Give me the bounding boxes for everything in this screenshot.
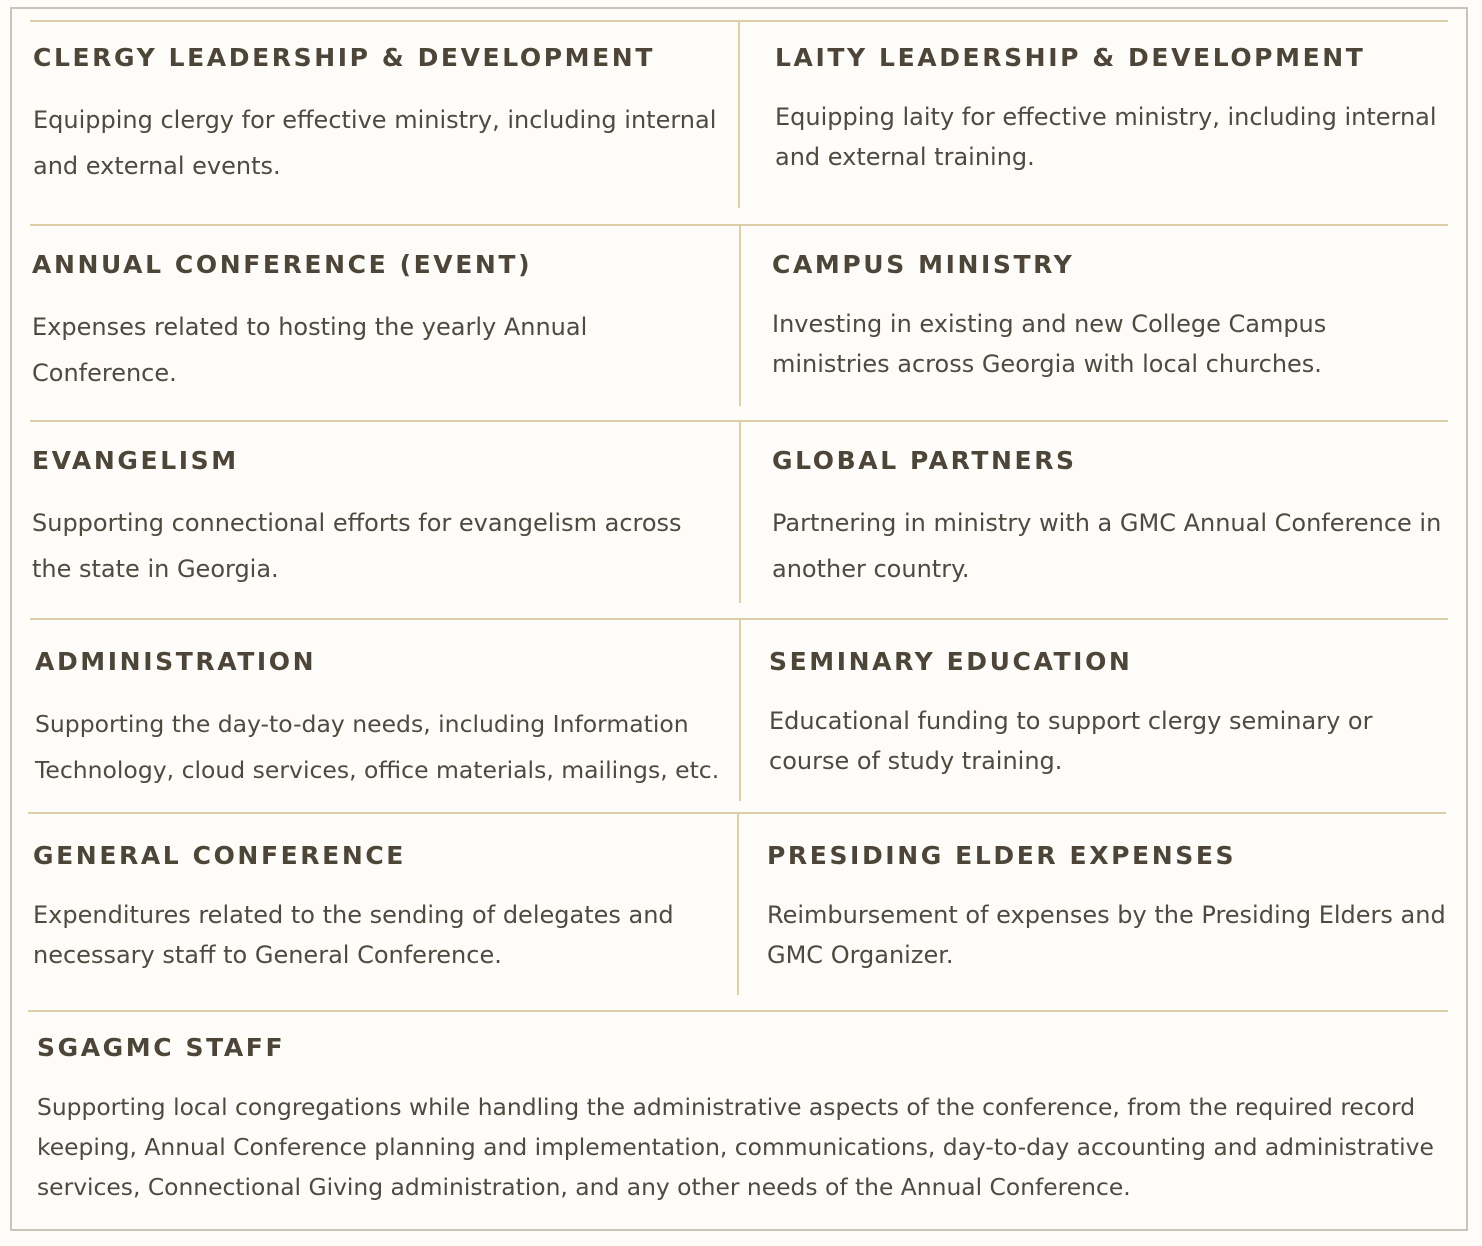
column-divider: [738, 22, 740, 208]
category-clergy-leadership: [33, 43, 733, 189]
category-sgagmc-staff: [37, 1033, 1447, 1207]
category-description: Investing in existing and new College Campus ministries across Georgia with local churches.: [772, 310, 1327, 378]
category-title: CLERGY LEADERSHIP & DEVELOPMENT: [33, 43, 655, 72]
category-evangelism: [32, 446, 722, 592]
category-description: Expenditures related to the sending of delegates and necessary staff to General Conference.: [33, 901, 674, 969]
column-divider: [739, 226, 741, 406]
category-seminary-education: [769, 647, 1409, 781]
category-campus-ministry: [772, 250, 1372, 384]
category-description: Equipping clergy for effective ministry, including internal and external events.: [33, 106, 717, 180]
column-divider: [737, 814, 739, 995]
category-global-partners: [772, 446, 1452, 592]
category-description: Expenses related to hosting the yearly Annual Conference.: [32, 313, 588, 387]
category-description: Supporting connectional efforts for evangelism across the state in Georgia.: [32, 509, 682, 583]
category-presiding-elder-expenses: [767, 841, 1462, 975]
category-title: LAITY LEADERSHIP & DEVELOPMENT: [775, 43, 1366, 72]
category-title: GLOBAL PARTNERS: [772, 446, 1077, 475]
category-title: ADMINISTRATION: [35, 647, 317, 676]
category-description: Supporting the day-to-day needs, including Information Technology, cloud services, office materials, mailings, etc.: [35, 710, 720, 784]
category-general-conference: [33, 841, 723, 975]
category-title: ANNUAL CONFERENCE (EVENT): [32, 250, 533, 279]
category-administration: [35, 647, 737, 793]
category-title: GENERAL CONFERENCE: [33, 841, 406, 870]
category-title: SGAGMC STAFF: [37, 1033, 286, 1062]
category-description: Supporting local congregations while handling the administrative aspects of the conference, from the required record keeping, Annual Conference planning and implementation, communications, day-to-day accounting and administrative services, Connectional Giving administration, and any other needs of the Annual Conference.: [37, 1093, 1434, 1201]
column-divider: [739, 422, 741, 603]
category-title: SEMINARY EDUCATION: [769, 647, 1133, 676]
category-description: Reimbursement of expenses by the Presiding Elders and GMC Organizer.: [767, 901, 1446, 969]
category-laity-leadership: [775, 43, 1455, 177]
category-description: Equipping laity for effective ministry, including internal and external training.: [775, 103, 1437, 171]
category-title: EVANGELISM: [32, 446, 239, 475]
category-annual-conference: [32, 250, 632, 396]
row-divider: [28, 1010, 1448, 1012]
category-description: Educational funding to support clergy seminary or course of study training.: [769, 707, 1373, 775]
column-divider: [739, 620, 741, 801]
category-description: Partnering in ministry with a GMC Annual Conference in another country.: [772, 509, 1442, 583]
category-title: CAMPUS MINISTRY: [772, 250, 1075, 279]
category-title: PRESIDING ELDER EXPENSES: [767, 841, 1237, 870]
